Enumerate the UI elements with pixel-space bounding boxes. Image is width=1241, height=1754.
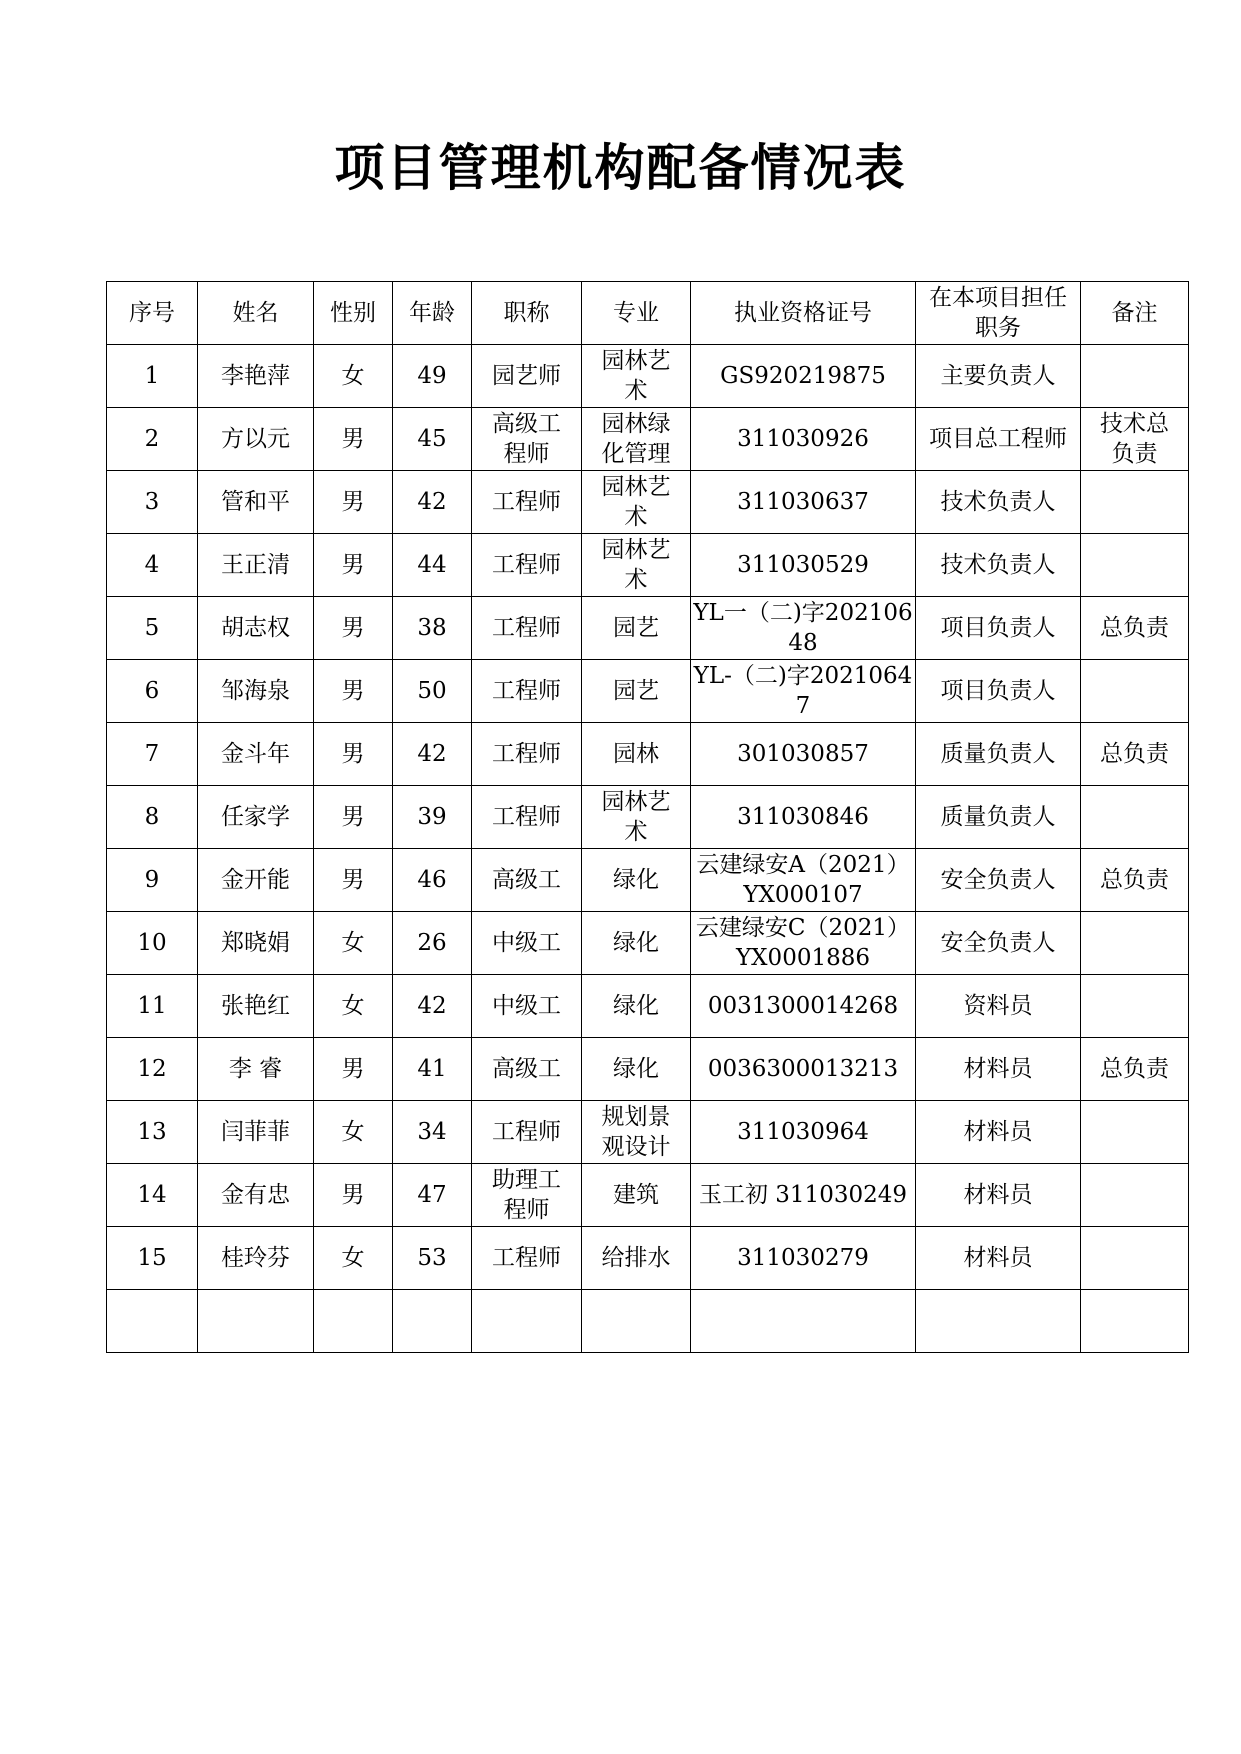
cell-col-major: 园林艺术 — [582, 786, 691, 849]
cell-col-role: 项目负责人 — [916, 597, 1081, 660]
cell-col-major: 绿化 — [582, 912, 691, 975]
cell-col-title: 高级工 — [472, 849, 582, 912]
cell-col-index: 1 — [107, 345, 198, 408]
cell-col-gender: 男 — [314, 1038, 393, 1101]
cell-col-major: 园林艺术 — [582, 345, 691, 408]
cell-col-role: 项目负责人 — [916, 660, 1081, 723]
cell-col-remarks — [1081, 534, 1189, 597]
cell-col-title: 园艺师 — [472, 345, 582, 408]
cell-col-title: 工程师 — [472, 660, 582, 723]
cell-col-age — [393, 1290, 472, 1353]
table-row — [107, 723, 1189, 786]
cell-col-index — [107, 1290, 198, 1353]
cell-col-major: 园林 — [582, 723, 691, 786]
cell-col-cert-no: 311030529 — [691, 534, 916, 597]
cell-col-name: 管和平 — [198, 471, 314, 534]
cell-col-title: 高级工程师 — [472, 408, 582, 471]
cell-col-age: 42 — [393, 471, 472, 534]
cell-col-role: 技术负责人 — [916, 534, 1081, 597]
cell-col-age: 49 — [393, 345, 472, 408]
cell-col-age: 50 — [393, 660, 472, 723]
cell-col-major: 园林艺术 — [582, 534, 691, 597]
cell-col-gender: 男 — [314, 408, 393, 471]
cell-col-gender: 女 — [314, 912, 393, 975]
cell-col-cert-no: 玉工初 311030249 — [691, 1164, 916, 1227]
cell-col-index: 15 — [107, 1227, 198, 1290]
cell-col-remarks — [1081, 1290, 1189, 1353]
cell-col-cert-no: GS920219875 — [691, 345, 916, 408]
table-row — [107, 345, 1189, 408]
cell-col-name: 金开能 — [198, 849, 314, 912]
header-col-gender: 性别 — [314, 282, 393, 345]
table-row — [107, 1290, 1189, 1353]
table-body — [107, 345, 1189, 1353]
cell-col-title: 中级工 — [472, 912, 582, 975]
cell-col-gender: 男 — [314, 723, 393, 786]
cell-col-major: 绿化 — [582, 1038, 691, 1101]
cell-col-index: 5 — [107, 597, 198, 660]
cell-col-gender: 女 — [314, 1227, 393, 1290]
page-title: 项目管理机构配备情况表 — [334, 139, 907, 197]
header-col-index: 序号 — [107, 282, 198, 345]
cell-col-major: 园林艺术 — [582, 471, 691, 534]
header-col-age: 年龄 — [393, 282, 472, 345]
cell-col-major: 给排水 — [582, 1227, 691, 1290]
table-row — [107, 975, 1189, 1038]
cell-col-index: 2 — [107, 408, 198, 471]
cell-col-role: 材料员 — [916, 1038, 1081, 1101]
cell-col-age: 39 — [393, 786, 472, 849]
cell-col-cert-no: 311030637 — [691, 471, 916, 534]
cell-col-major: 园林绿化管理 — [582, 408, 691, 471]
staff-table — [106, 281, 1189, 1353]
cell-col-cert-no: 311030846 — [691, 786, 916, 849]
cell-col-role: 材料员 — [916, 1164, 1081, 1227]
cell-col-age: 34 — [393, 1101, 472, 1164]
cell-col-role: 质量负责人 — [916, 786, 1081, 849]
table-row — [107, 1038, 1189, 1101]
cell-col-age: 46 — [393, 849, 472, 912]
cell-col-title — [472, 1290, 582, 1353]
cell-col-name: 闫菲菲 — [198, 1101, 314, 1164]
cell-col-cert-no: 云建绿安C（2021）YX0001886 — [691, 912, 916, 975]
cell-col-remarks: 总负责 — [1081, 723, 1189, 786]
table-row — [107, 1227, 1189, 1290]
cell-col-title: 工程师 — [472, 723, 582, 786]
cell-col-cert-no: 0031300014268 — [691, 975, 916, 1038]
table-row — [107, 597, 1189, 660]
cell-col-name: 王正清 — [198, 534, 314, 597]
table-row — [107, 471, 1189, 534]
cell-col-cert-no: 311030964 — [691, 1101, 916, 1164]
cell-col-title: 工程师 — [472, 534, 582, 597]
cell-col-gender: 男 — [314, 471, 393, 534]
cell-col-cert-no: 311030279 — [691, 1227, 916, 1290]
cell-col-remarks — [1081, 975, 1189, 1038]
cell-col-index: 10 — [107, 912, 198, 975]
cell-col-index: 12 — [107, 1038, 198, 1101]
cell-col-age: 42 — [393, 975, 472, 1038]
header-col-title: 职称 — [472, 282, 582, 345]
cell-col-remarks — [1081, 912, 1189, 975]
cell-col-major: 绿化 — [582, 975, 691, 1038]
header-col-cert-no: 执业资格证号 — [691, 282, 916, 345]
cell-col-age: 41 — [393, 1038, 472, 1101]
cell-col-role: 安全负责人 — [916, 912, 1081, 975]
cell-col-role: 安全负责人 — [916, 849, 1081, 912]
cell-col-name: 李艳萍 — [198, 345, 314, 408]
cell-col-cert-no: 云建绿安A（2021）YX000107 — [691, 849, 916, 912]
cell-col-role: 主要负责人 — [916, 345, 1081, 408]
cell-col-cert-no: YL-（二)字20210647 — [691, 660, 916, 723]
cell-col-cert-no: 301030857 — [691, 723, 916, 786]
cell-col-title: 工程师 — [472, 786, 582, 849]
cell-col-role — [916, 1290, 1081, 1353]
cell-col-name: 胡志权 — [198, 597, 314, 660]
cell-col-remarks: 总负责 — [1081, 849, 1189, 912]
cell-col-major — [582, 1290, 691, 1353]
cell-col-remarks — [1081, 1164, 1189, 1227]
cell-col-role: 项目总工程师 — [916, 408, 1081, 471]
table-row — [107, 660, 1189, 723]
cell-col-gender: 男 — [314, 597, 393, 660]
table-row — [107, 786, 1189, 849]
cell-col-cert-no: 311030926 — [691, 408, 916, 471]
cell-col-title: 工程师 — [472, 1101, 582, 1164]
table-header-row — [107, 282, 1189, 345]
cell-col-major: 园艺 — [582, 660, 691, 723]
cell-col-title: 助理工程师 — [472, 1164, 582, 1227]
cell-col-title: 高级工 — [472, 1038, 582, 1101]
header-col-major: 专业 — [582, 282, 691, 345]
cell-col-title: 工程师 — [472, 597, 582, 660]
cell-col-name: 邹海泉 — [198, 660, 314, 723]
cell-col-remarks — [1081, 345, 1189, 408]
header-col-role: 在本项目担任职务 — [916, 282, 1081, 345]
cell-col-cert-no — [691, 1290, 916, 1353]
cell-col-index: 11 — [107, 975, 198, 1038]
cell-col-remarks — [1081, 786, 1189, 849]
cell-col-name: 任家学 — [198, 786, 314, 849]
cell-col-role: 质量负责人 — [916, 723, 1081, 786]
cell-col-index: 8 — [107, 786, 198, 849]
cell-col-major: 建筑 — [582, 1164, 691, 1227]
cell-col-name: 金有忠 — [198, 1164, 314, 1227]
cell-col-remarks: 总负责 — [1081, 597, 1189, 660]
cell-col-gender: 男 — [314, 660, 393, 723]
cell-col-title: 工程师 — [472, 471, 582, 534]
cell-col-name: 方以元 — [198, 408, 314, 471]
cell-col-name: 郑晓娟 — [198, 912, 314, 975]
header-col-name: 姓名 — [198, 282, 314, 345]
cell-col-remarks — [1081, 1227, 1189, 1290]
cell-col-index: 14 — [107, 1164, 198, 1227]
cell-col-remarks — [1081, 660, 1189, 723]
cell-col-index: 4 — [107, 534, 198, 597]
cell-col-age: 45 — [393, 408, 472, 471]
table-row — [107, 849, 1189, 912]
cell-col-cert-no: YL一（二)字20210648 — [691, 597, 916, 660]
cell-col-age: 42 — [393, 723, 472, 786]
header-col-remarks: 备注 — [1081, 282, 1189, 345]
cell-col-name: 桂玲芬 — [198, 1227, 314, 1290]
table-row — [107, 1101, 1189, 1164]
cell-col-cert-no: 0036300013213 — [691, 1038, 916, 1101]
cell-col-index: 7 — [107, 723, 198, 786]
table-row — [107, 1164, 1189, 1227]
cell-col-role: 材料员 — [916, 1101, 1081, 1164]
cell-col-gender: 男 — [314, 786, 393, 849]
cell-col-index: 9 — [107, 849, 198, 912]
cell-col-remarks: 总负责 — [1081, 1038, 1189, 1101]
cell-col-name: 李 睿 — [198, 1038, 314, 1101]
cell-col-remarks: 技术总负责 — [1081, 408, 1189, 471]
cell-col-major: 规划景观设计 — [582, 1101, 691, 1164]
cell-col-title: 工程师 — [472, 1227, 582, 1290]
cell-col-gender: 女 — [314, 975, 393, 1038]
cell-col-major: 绿化 — [582, 849, 691, 912]
cell-col-remarks — [1081, 471, 1189, 534]
cell-col-role: 材料员 — [916, 1227, 1081, 1290]
table-row — [107, 408, 1189, 471]
cell-col-name: 金斗年 — [198, 723, 314, 786]
cell-col-index: 6 — [107, 660, 198, 723]
cell-col-gender — [314, 1290, 393, 1353]
cell-col-gender: 女 — [314, 1101, 393, 1164]
cell-col-age: 47 — [393, 1164, 472, 1227]
cell-col-remarks — [1081, 1101, 1189, 1164]
cell-col-gender: 女 — [314, 345, 393, 408]
cell-col-index: 13 — [107, 1101, 198, 1164]
cell-col-name: 张艳红 — [198, 975, 314, 1038]
cell-col-name — [198, 1290, 314, 1353]
cell-col-gender: 男 — [314, 849, 393, 912]
cell-col-age: 44 — [393, 534, 472, 597]
cell-col-age: 53 — [393, 1227, 472, 1290]
cell-col-role: 技术负责人 — [916, 471, 1081, 534]
cell-col-title: 中级工 — [472, 975, 582, 1038]
cell-col-major: 园艺 — [582, 597, 691, 660]
table-row — [107, 912, 1189, 975]
cell-col-index: 3 — [107, 471, 198, 534]
cell-col-gender: 男 — [314, 534, 393, 597]
cell-col-age: 38 — [393, 597, 472, 660]
cell-col-gender: 男 — [314, 1164, 393, 1227]
cell-col-role: 资料员 — [916, 975, 1081, 1038]
cell-col-age: 26 — [393, 912, 472, 975]
table-row — [107, 534, 1189, 597]
